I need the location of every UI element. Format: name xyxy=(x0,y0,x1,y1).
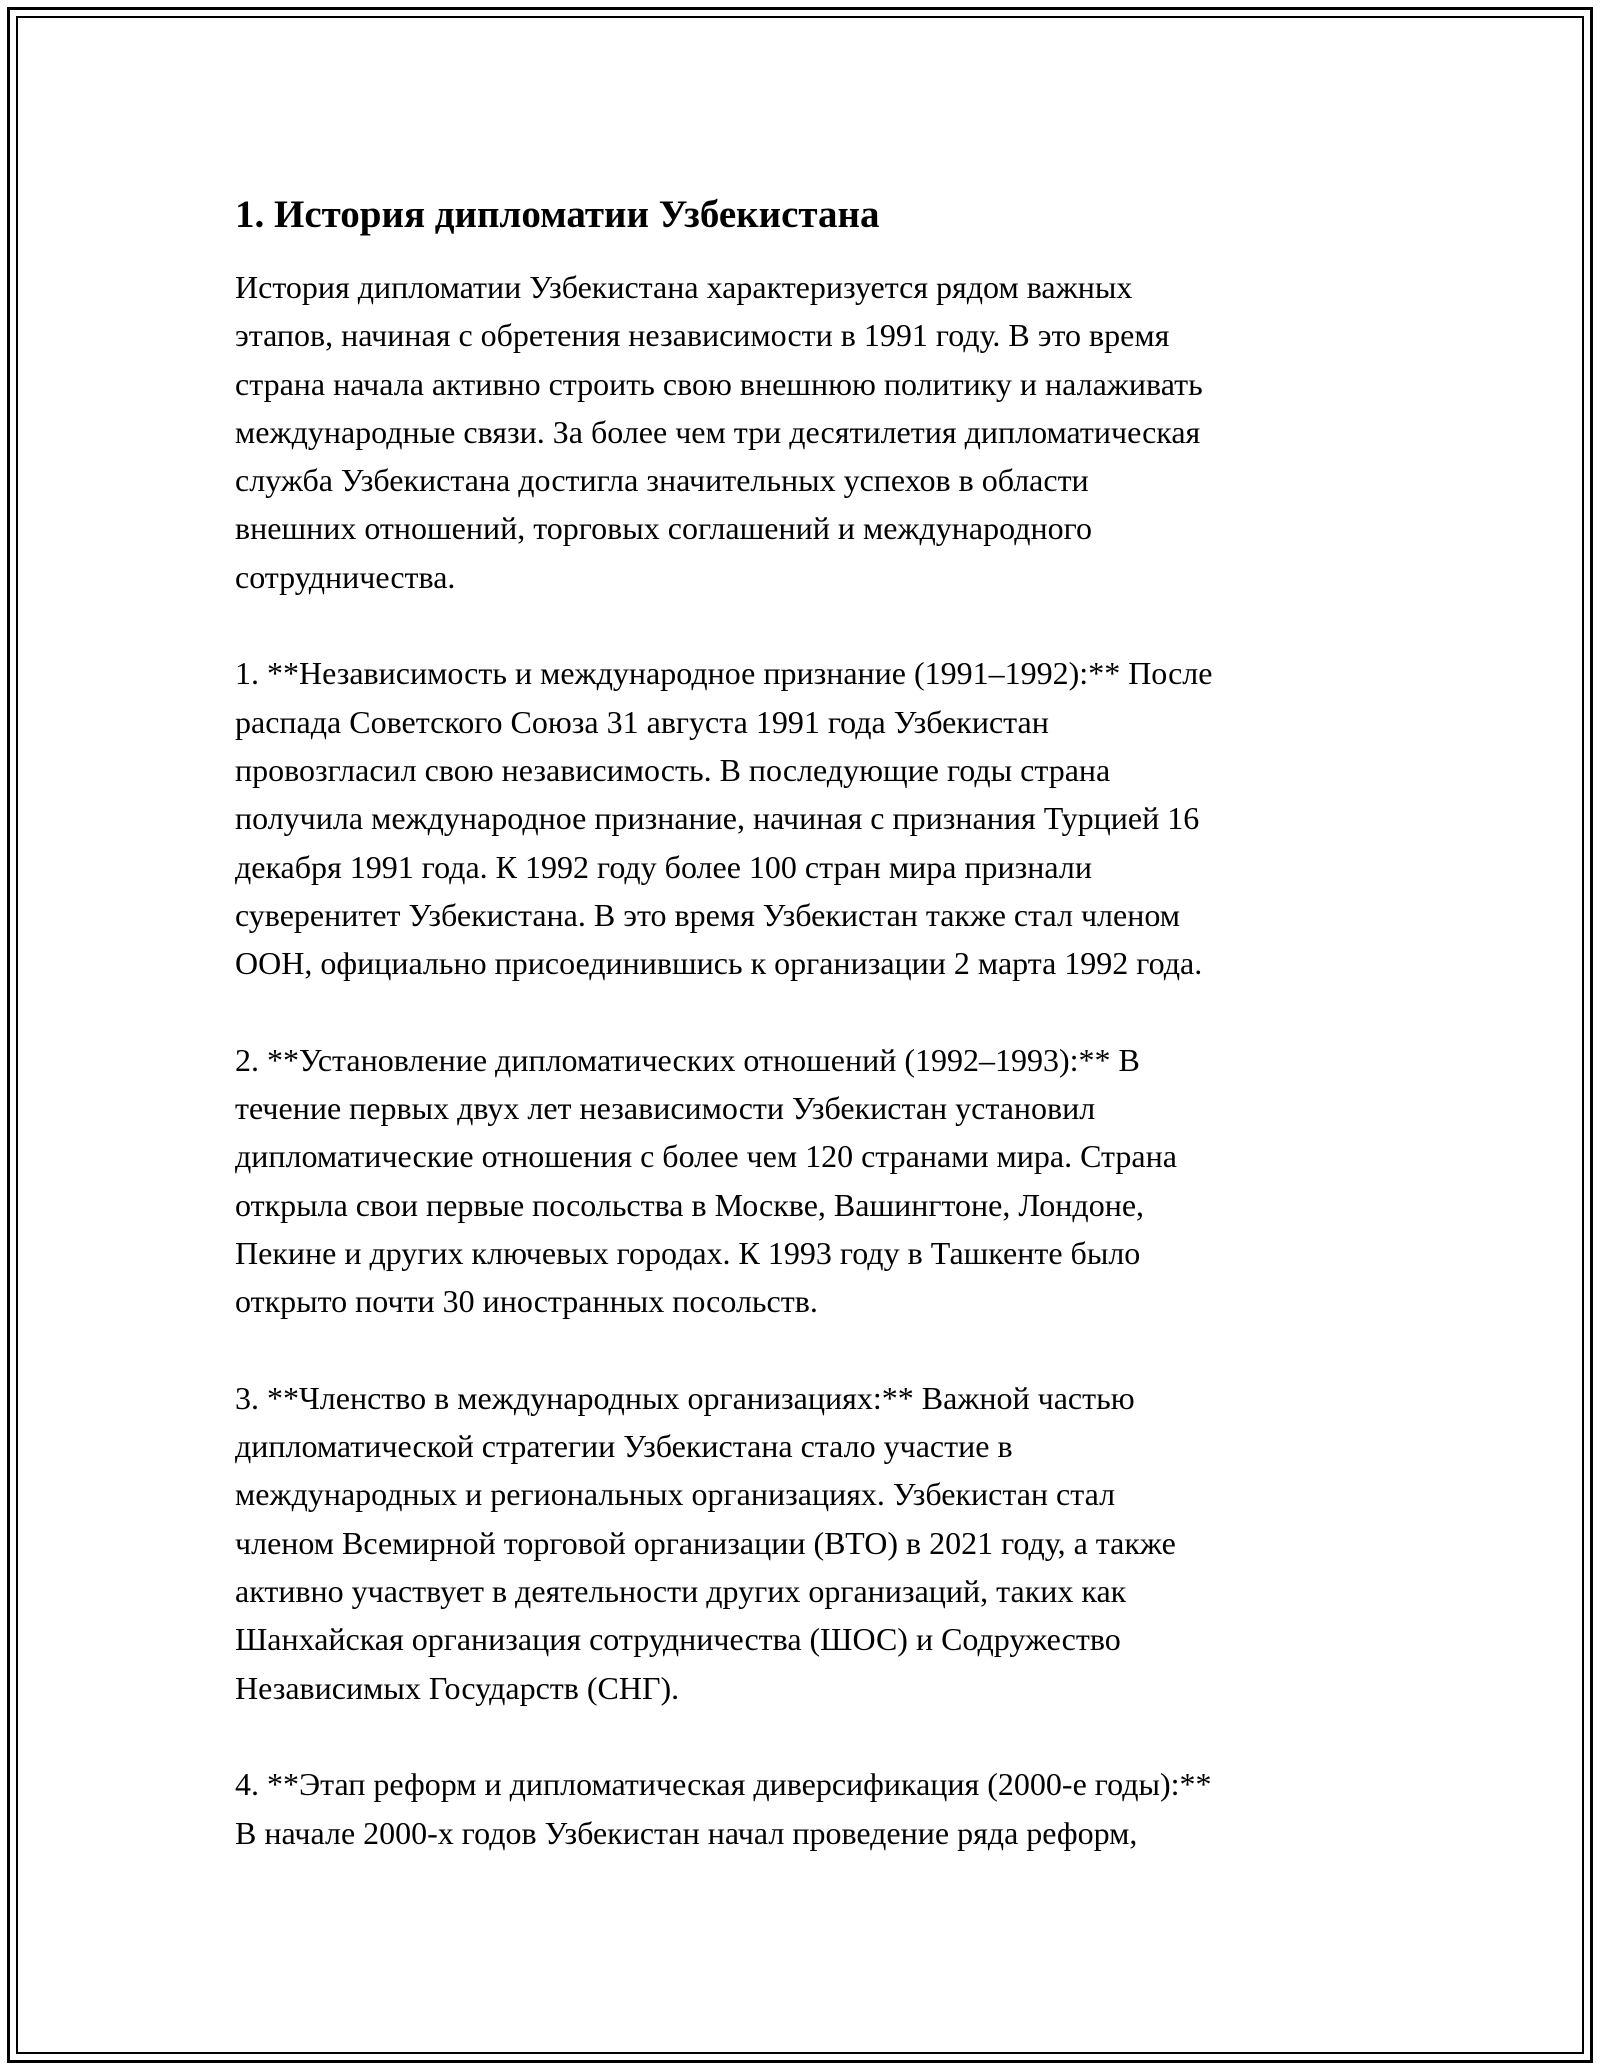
paragraph xyxy=(235,1374,1375,1712)
paragraph-line: 3. **Членство в международных организациях:** Важной частью xyxy=(235,1379,1135,1416)
paragraph-line: течение первых двух лет независимости Узбекистан установил xyxy=(235,1090,1096,1127)
paragraph-line: активно участвует в деятельности других организаций, таких как xyxy=(235,1573,1127,1610)
paragraph xyxy=(235,263,1375,601)
paragraph-line: открыла свои первые посольства в Москве, Вашингтоне, Лондоне, xyxy=(235,1186,1145,1223)
paragraph-line: 4. **Этап реформ и дипломатическая диверсификация (2000-е годы):** xyxy=(235,1766,1212,1803)
paragraph-line: декабря 1991 года. К 1992 году более 100 стран мира признали xyxy=(235,848,1092,885)
paragraph-line: Шанхайская организация сотрудничества (ШОС) и Содружество xyxy=(235,1621,1121,1658)
section-heading: 1. История дипломатии Узбекистана xyxy=(235,193,880,236)
paragraph-line: распада Советского Союза 31 августа 1991 года Узбекистан xyxy=(235,703,1049,740)
paragraph xyxy=(235,1760,1375,1857)
paragraph-line: 2. **Установление дипломатических отношений (1992–1993):** В xyxy=(235,1041,1140,1078)
paragraph-line: дипломатические отношения с более чем 120 странами мира. Страна xyxy=(235,1138,1177,1175)
paragraphs-container xyxy=(235,263,1375,1857)
paragraph-line: ООН, официально присоединившись к организации 2 марта 1992 года. xyxy=(235,945,1203,982)
paragraph-line: Независимых Государств (СНГ). xyxy=(235,1669,680,1706)
paragraph xyxy=(235,1036,1375,1326)
paragraph-line: этапов, начиная с обретения независимости в 1991 году. В это время xyxy=(235,317,1170,354)
paragraph-line: 1. **Независимость и международное признание (1991–1992):** После xyxy=(235,655,1213,692)
paragraph-line: сотрудничества. xyxy=(235,558,456,595)
paragraph-line: внешних отношений, торговых соглашений и международного xyxy=(235,510,1092,547)
paragraph-line: суверенитет Узбекистана. В это время Узбекистан также стал членом xyxy=(235,896,1180,933)
paragraph-line: Пекине и других ключевых городах. К 1993 году в Ташкенте было xyxy=(235,1234,1141,1271)
paragraph-line: дипломатической стратегии Узбекистана стало участие в xyxy=(235,1428,1013,1465)
paragraph-line: служба Узбекистана достигла значительных успехов в области xyxy=(235,462,1089,499)
paragraph xyxy=(235,649,1375,987)
paragraph-line: В начале 2000-х годов Узбекистан начал проведение ряда реформ, xyxy=(235,1814,1138,1851)
paragraph-line: История дипломатии Узбекистана характеризуется рядом важных xyxy=(235,269,1133,305)
document-body xyxy=(235,190,1375,1905)
paragraph-line: провозгласил свою независимость. В последующие годы страна xyxy=(235,751,1111,788)
paragraph-line: открыто почти 30 иностранных посольств. xyxy=(235,1283,818,1320)
paragraph-line: членом Всемирной торговой организации (ВТО) в 2021 году, а также xyxy=(235,1524,1176,1561)
paragraph-line: международных и региональных организациях. Узбекистан стал xyxy=(235,1476,1116,1513)
paragraph-line: страна начала активно строить свою внешнюю политику и налаживать xyxy=(235,365,1203,402)
paragraph-line: международные связи. За более чем три десятилетия дипломатическая xyxy=(235,413,1201,450)
paragraph-line: получила международное признание, начиная с признания Турцией 16 xyxy=(235,800,1200,837)
